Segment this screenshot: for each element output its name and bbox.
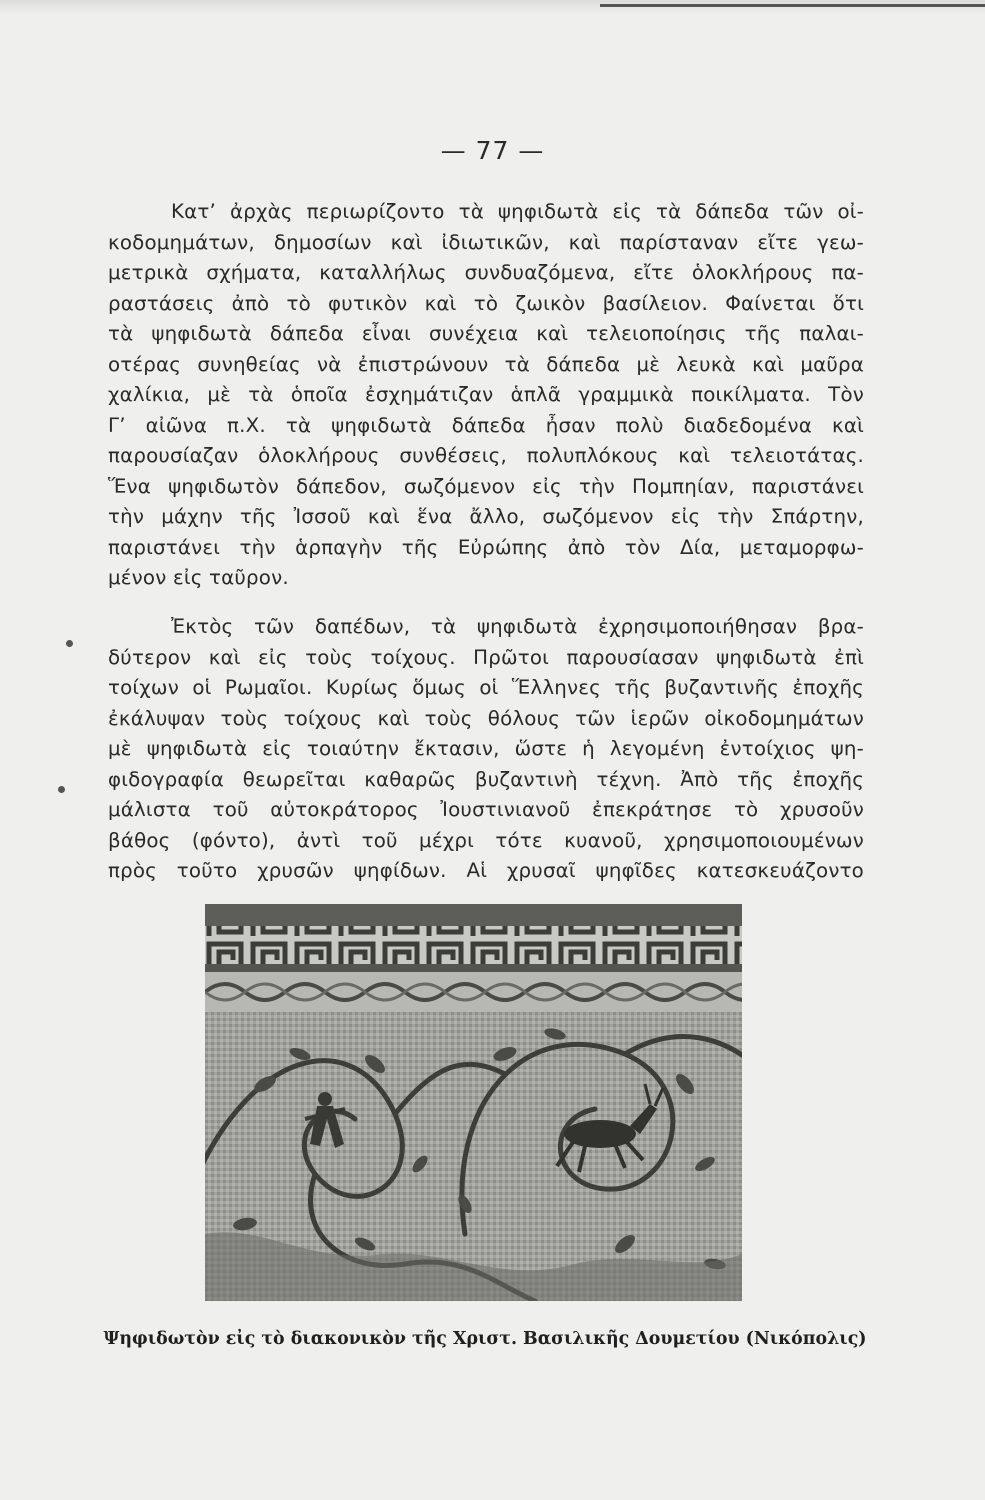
text-line: Γ’ αἰῶνα π.Χ. τὰ ψηφιδωτὰ δάπεδα ἦσαν πολὺ διαδεδομένα καὶ [108, 413, 864, 437]
text-line: χαλίκια, μὲ τὰ ὁποῖα ἐσχημάτιζαν ἁπλᾶ γραμμικὰ ποικίλματα. Τὸν [108, 383, 864, 406]
text-line: τοίχων οἱ Ρωμαῖοι. Κυρίως ὅμως οἱ Ἕλληνες τῆς βυζαντινῆς ἐποχῆς [108, 676, 864, 699]
meander-lower-border [205, 964, 742, 972]
text-line: τὴν μάχην τῆς Ἰσσοῦ καὶ ἕνα ἄλλο, σωζόμενον εἰς τὴν Σπάρτην, [108, 505, 864, 528]
text-line: μάλιστα τοῦ αὐτοκράτορος Ἰουστινιανοῦ ἐπεκράτησε τὸ χρυσοῦν [108, 798, 864, 821]
paragraph-1 [108, 197, 864, 594]
text-line: κοδομημάτων, δημοσίων καὶ ἰδιωτικῶν, καὶ παρίσταναν εἴτε γεω- [108, 230, 864, 254]
text-line: Κατ’ ἀρχὰς περιωρίζοντο τὰ ψηφιδωτὰ εἰς τὰ δάπεδα τῶν οἰ- [171, 200, 864, 223]
text-line: ἐκάλυψαν τοὺς τοίχους καὶ τοὺς θόλους τῶν ἱερῶν οἰκοδομημάτων [108, 706, 864, 730]
page-number: — 77 — [440, 136, 545, 165]
text-line: μένον εἰς ταῦρον. [108, 566, 289, 589]
figure-caption: Ψηφιδωτὸν εἰς τὸ διακονικὸν τῆς Χριστ. Βασιλικῆς Δουμετίου (Νικόπολις) [103, 1329, 867, 1349]
text-line: οτέρας συνηθείας νὰ ἐπιστρώνουν τὰ δάπεδα μὲ λευκὰ καὶ μαῦρα [108, 352, 864, 376]
mosaic-photograph [205, 904, 742, 1301]
page-top-edge [0, 0, 985, 14]
text-line: παριστάνει τὴν ἁρπαγὴν τῆς Εὐρώπης ἀπὸ τὸν Δία, μεταμορφω- [108, 535, 864, 559]
text-line: ραστάσεις ἀπὸ τὸ φυτικὸν καὶ τὸ ζωικὸν βασίλειον. Φαίνεται ὅτι [108, 291, 864, 315]
text-line: βάθος (φόντο), ἀντὶ τοῦ μέχρι τότε κυανοῦ, χρησιμοποιουμένων [108, 828, 864, 852]
paragraph-2 [108, 612, 864, 887]
scan-edge-mark [600, 4, 985, 7]
margin-mark [58, 786, 65, 793]
text-line: Ἕνα ψηφιδωτὸν δάπεδον, σωζόμενον εἰς τὴν Πομπηίαν, παριστάνει [108, 474, 864, 498]
meander-band [205, 926, 742, 964]
text-line: παρουσίαζαν ὁλοκλήρους συνθέσεις, πολυπλόκους καὶ τελειοτάτας. [108, 444, 864, 467]
text-line: Ἐκτὸς τῶν δαπέδων, τὰ ψηφιδωτὰ ἐχρησιμοποιήθησαν βρα- [171, 615, 864, 638]
text-line: τὰ ψηφιδωτὰ δάπεδα εἶναι συνέχεια καὶ τελειοποίησις τῆς παλαι- [108, 322, 864, 345]
margin-mark [66, 640, 73, 647]
text-line: πρὸς τοῦτο χρυσῶν ψηφίδων. Αἱ χρυσαῖ ψηφῖδες κατεσκευάζοντο [108, 859, 864, 882]
mosaic-top-border [205, 904, 742, 926]
text-line: μετρικὰ σχήματα, καταλλήλως συνδυαζόμενα, εἴτε ὁλοκλήρους πα- [108, 261, 864, 284]
text-line: φιδογραφία θεωρεῖται καθαρῶς βυζαντινὴ τέχνη. Ἀπὸ τῆς ἐποχῆς [108, 767, 864, 791]
text-line: δύτερον καὶ εἰς τοὺς τοίχους. Πρῶτοι παρουσίασαν ψηφιδωτὰ ἐπὶ [108, 645, 864, 669]
text-line: μὲ ψηφιδωτὰ εἰς τοιαύτην ἔκτασιν, ὥστε ἡ λεγομένη ἐντοίχιος ψη- [108, 737, 864, 760]
